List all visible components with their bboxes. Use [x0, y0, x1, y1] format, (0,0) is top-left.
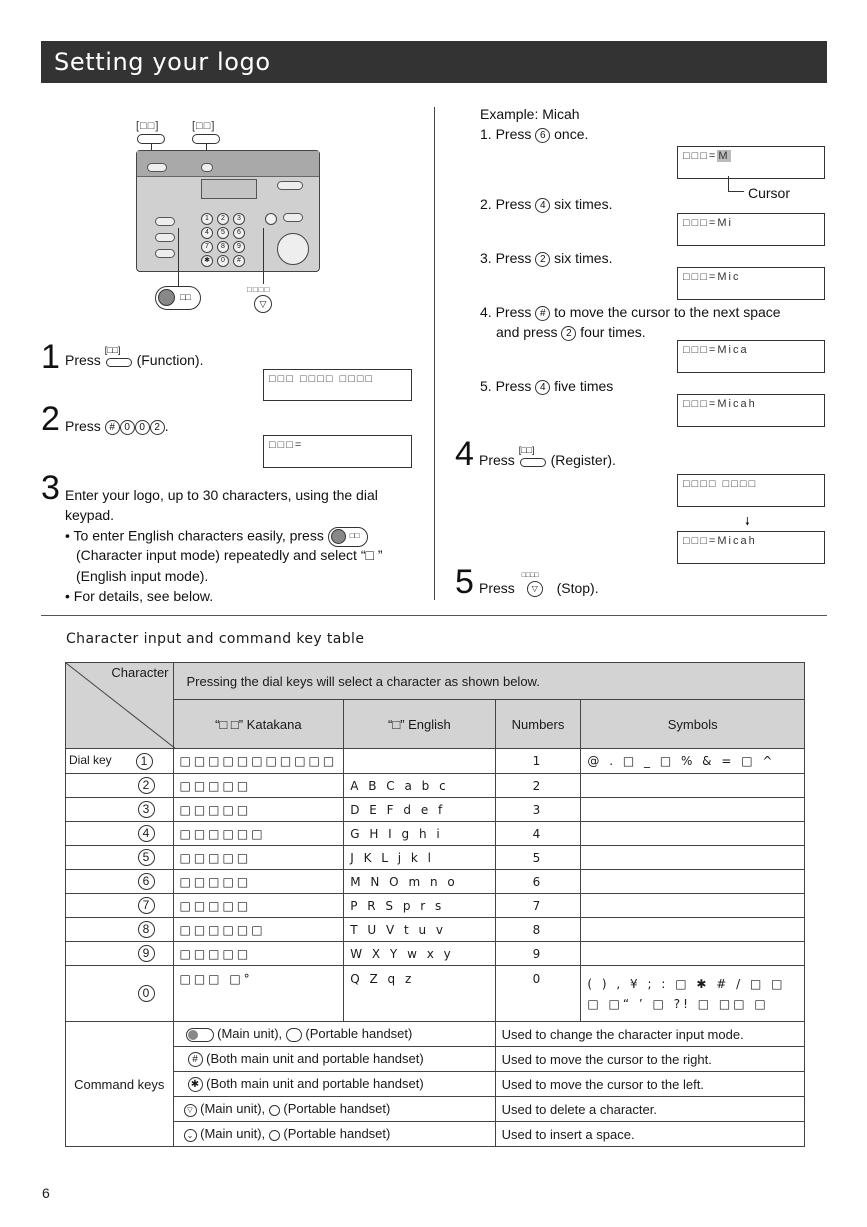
header-english: “□” English [344, 700, 495, 749]
dial-key-7: 7 [201, 241, 213, 253]
leader-line [263, 228, 264, 284]
dial-key-icon: 2 [138, 777, 155, 794]
device-button [277, 181, 303, 190]
dial-key-5: 5 [217, 227, 229, 239]
example-step-5: 5. Press 4 five times [480, 378, 614, 394]
table-row: Dial key 1 □□□□□□□□□□□ 1 @ . □ _ □ % & = □ ^ [66, 749, 805, 774]
device-button [283, 213, 303, 222]
hash-key-icon: # [188, 1052, 203, 1067]
table-row: ▽ (Main unit), (Portable handset) Used to delete a character. [66, 1097, 805, 1122]
star-key-icon: ✱ [188, 1077, 203, 1092]
table-row: # (Both main unit and portable handset) Used to move the cursor to the right. [66, 1047, 805, 1072]
lcd-display: □□□=Mic [677, 267, 825, 300]
command-use: Used to change the character input mode. [495, 1022, 804, 1047]
lcd-display: □□□=M [677, 146, 825, 179]
dial-key-icon: 9 [138, 945, 155, 962]
table-row: Command keys (Main unit), (Portable handset) Used to change the character input mode. [66, 1022, 805, 1047]
example-step-4: 4. Press # to move the cursor to the next space [480, 304, 781, 320]
dial-key-icon: 7 [138, 897, 155, 914]
step-number: 3 [41, 469, 60, 507]
lcd-display: □□□= [263, 435, 412, 468]
example-step-3: 3. Press 2 six times. [480, 250, 613, 266]
lcd-display: □□□□ □□□□ [677, 474, 825, 507]
lcd-display: □□□=Micah [677, 531, 825, 564]
bullet-details: • For details, see below. [65, 588, 214, 604]
table-row: ✱ (Both main unit and portable handset) Used to move the cursor to the left. [66, 1072, 805, 1097]
char-mode-button-icon [186, 1028, 214, 1042]
character-table [65, 662, 805, 1147]
stop-key-icon: ▽ [527, 581, 543, 597]
header-numbers: Numbers [495, 700, 581, 749]
handset-clear-key-icon [269, 1105, 280, 1116]
register-key-label: [□□] [192, 120, 216, 132]
column-divider [434, 107, 435, 600]
bullet-char-mode: • To enter English characters easily, press □□ [65, 527, 368, 547]
command-use: Used to insert a space. [495, 1122, 804, 1147]
table-row: 8 □□□□□□ T U V t u v 8 [66, 918, 805, 942]
dial-key-icon: 8 [138, 921, 155, 938]
cursor-pointer-line [728, 176, 729, 192]
step-5-text: Press □□□□ ▽ (Stop). [479, 572, 599, 596]
function-key-label: [□□] [136, 120, 160, 132]
dial-key-hash: # [233, 255, 245, 267]
char-mode-button-icon: □□ [328, 527, 368, 547]
bullet-char-mode-cont: (Character input mode) repeatedly and select “□ ” [76, 547, 383, 563]
command-keys-label: Command keys [66, 1022, 174, 1147]
table-corner-cell [66, 663, 174, 749]
section-divider [41, 615, 827, 616]
dial-key-2-icon: 2 [561, 326, 576, 341]
example-title: Example: Micah [480, 106, 580, 122]
dial-key-icon: 5 [138, 849, 155, 866]
table-row: ⌄ (Main unit), (Portable handset) Used to insert a space. [66, 1122, 805, 1147]
hash-key-icon: # [105, 420, 120, 435]
page-title: Setting your logo [41, 41, 827, 83]
register-key-icon [520, 458, 546, 467]
down-arrow-icon: 🠗 [745, 516, 750, 528]
step-3-text: Enter your logo, up to 30 characters, using the dial [65, 487, 378, 503]
table-row: 2 □□□□□ A B C a b c 2 [66, 774, 805, 798]
dial-key-0: 0 [217, 255, 229, 267]
table-row: 7 □□□□□ P R S p r s 7 [66, 894, 805, 918]
dial-key-0-icon: 0 [135, 420, 150, 435]
command-use: Used to delete a character. [495, 1097, 804, 1122]
device-button [155, 233, 175, 242]
dial-key-9: 9 [233, 241, 245, 253]
lcd-display: □□□=Micah [677, 394, 825, 427]
cursor-label: Cursor [748, 185, 791, 201]
lcd-display: □□□ □□□□ □□□□ [263, 369, 412, 401]
table-row: 3 □□□□□ D E F d e f 3 [66, 798, 805, 822]
dial-key-4: 4 [201, 227, 213, 239]
char-mode-button-icon: □□ [155, 286, 201, 310]
device-display [201, 179, 257, 199]
device-button [155, 249, 175, 258]
step-4-text: Press [□□] (Register). [479, 445, 616, 468]
dial-key-icon: 1 [136, 753, 153, 770]
dial-key-icon: 4 [138, 825, 155, 842]
page-number: 6 [42, 1185, 50, 1201]
stop-key-icon: ▽ [254, 295, 272, 313]
function-key-icon [106, 358, 132, 367]
step-number: 2 [41, 400, 60, 438]
step-number: 5 [455, 563, 474, 601]
stop-key-label: □□□□ [247, 285, 271, 294]
dial-key-0-icon: 0 [120, 420, 135, 435]
lcd-cursor: M [718, 150, 730, 162]
example-step-2: 2. Press 4 six times. [480, 196, 613, 212]
dial-key-4-icon: 4 [535, 198, 550, 213]
command-use: Used to move the cursor to the right. [495, 1047, 804, 1072]
dial-key-icon: 3 [138, 801, 155, 818]
cursor-pointer-line [728, 191, 744, 192]
step-3-text-cont: keypad. [65, 507, 115, 523]
table-row: 6 □□□□□ M N O m n o 6 [66, 870, 805, 894]
function-key-icon [137, 134, 165, 144]
hash-key-icon: # [535, 306, 550, 321]
lcd-display: □□□=Mi [677, 213, 825, 246]
dial-key-2-icon: 2 [150, 420, 165, 435]
step-number: 4 [455, 435, 474, 473]
device-navigator-dial [277, 233, 309, 265]
device-button [147, 163, 167, 172]
table-intro: Pressing the dial keys will select a character as shown below. [173, 663, 805, 700]
step-2-text: Press # 0 0 2 . [65, 418, 169, 434]
dial-key-6: 6 [233, 227, 245, 239]
example-step-4-cont: and press 2 four times. [496, 324, 646, 340]
down-key-icon: ⌄ [184, 1129, 197, 1142]
dial-key-1: 1 [201, 213, 213, 225]
device-button [201, 163, 213, 172]
lcd-display: □□□=Mica [677, 340, 825, 373]
table-row: 9 □□□□□ W X Y w x y 9 [66, 942, 805, 966]
dial-key-4-icon: 4 [535, 380, 550, 395]
dial-key-2: 2 [217, 213, 229, 225]
dial-key-8: 8 [217, 241, 229, 253]
stop-key-icon: ▽ [184, 1104, 197, 1117]
dial-key-star: ✱ [201, 255, 213, 267]
stop-key [265, 213, 277, 225]
command-use: Used to move the cursor to the left. [495, 1072, 804, 1097]
handset-space-key-icon [269, 1130, 280, 1141]
dial-key-icon: 0 [138, 985, 155, 1002]
header-katakana: “□ □” Katakana [173, 700, 344, 749]
dial-key-2-icon: 2 [535, 252, 550, 267]
example-step-1: 1. Press 6 once. [480, 126, 589, 142]
table-row: 0 □□□ □° Q Z q z 0 ( ) , ¥ ; : □ ✱ # / □ □ □ □“ ’ □ ?! □ □□ □ [66, 966, 805, 1022]
dial-key-cell: Dial key 1 [66, 749, 174, 774]
step-number: 1 [41, 338, 60, 376]
device-button [155, 217, 175, 226]
handset-char-button-icon [286, 1028, 302, 1042]
table-title: Character input and command key table [66, 631, 365, 647]
table-row: 5 □□□□□ J K L j k l 5 [66, 846, 805, 870]
dial-key-3: 3 [233, 213, 245, 225]
dial-key-icon: 6 [138, 873, 155, 890]
fax-device-illustration [136, 150, 320, 272]
dial-key-6-icon: 6 [535, 128, 550, 143]
register-key-icon [192, 134, 220, 144]
header-symbols: Symbols [581, 700, 805, 749]
corner-label: Character [111, 665, 169, 680]
step-1-text: Press [□□] (Function). [65, 345, 204, 368]
bullet-char-mode-cont: (English input mode). [76, 568, 209, 584]
table-row: 4 □□□□□□ G H I g h i 4 [66, 822, 805, 846]
leader-line [178, 228, 179, 286]
